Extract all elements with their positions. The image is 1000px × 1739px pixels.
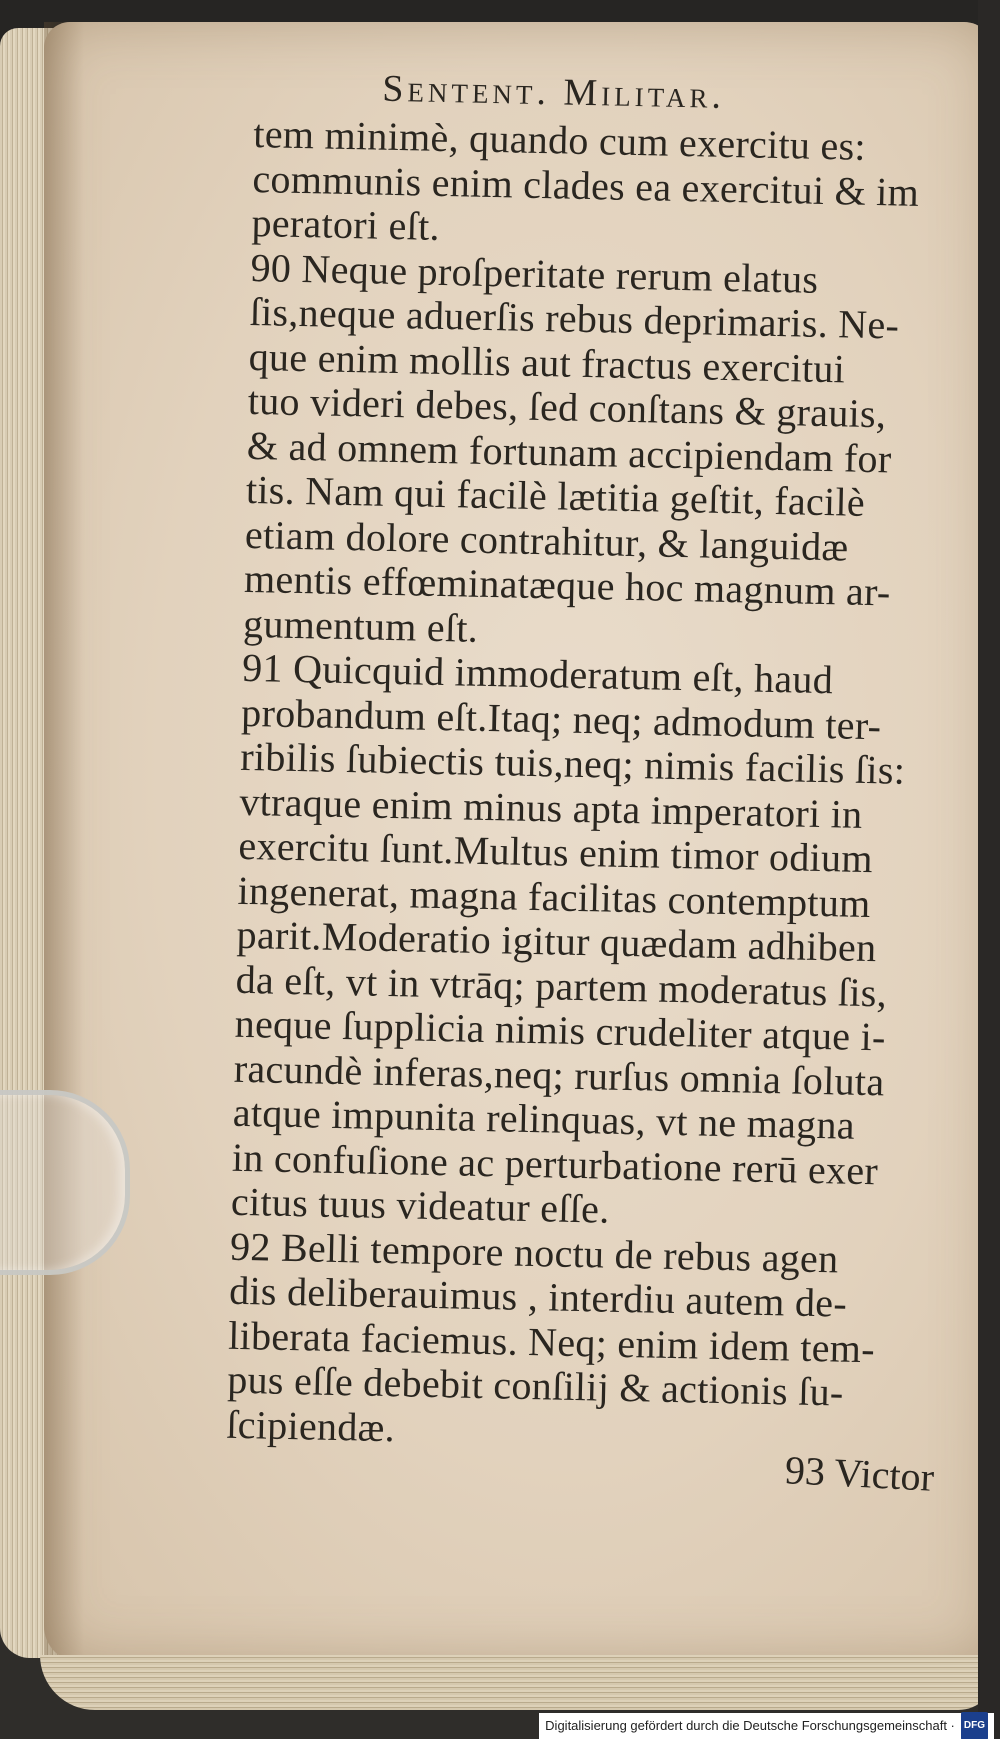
dfg-logo: DFG [961,1712,988,1739]
text-line: pus eſſe debebit conſilij & actionis ſu- [226,1356,845,1415]
text-line: exercitu ſunt.Multus enim timor odium [238,822,874,882]
digitization-credit [539,1713,994,1739]
text-line: tem minimè, quando cum exercitu es: [252,110,867,169]
text-line: atque impunita relinquas, vt ne magna [232,1089,856,1148]
text-line: ingenerat, magna facilitas contemptum [237,867,872,926]
text-line: dis deliberauimus , interdiu autem de- [228,1267,848,1326]
text-line: peratori eſt. [251,199,441,249]
text-line: vtraque enim minus apta imperatori in [239,778,863,837]
text-line: in confuſione ac perturbatione rerū exer [231,1134,879,1193]
running-head: Sentent. Militar. [381,67,726,117]
gutter-shadow [44,22,84,1662]
text-line: mentis effœminatæque hoc magnum ar- [243,555,892,615]
text-line: ribilis ſubiectis tuis,neq; nimis facilis ſis: [239,733,906,793]
text-line: da eſt, vt in vtrāq; partem moderatus ſis, [235,956,888,1015]
text-line: racundè inferas,neq; rurſus omnia ſoluta [233,1045,885,1104]
text-line: 91 Quicquid immoderatum eſt, haud [241,644,834,703]
text-line: citus tuus videatur eſſe. [230,1178,610,1232]
text-line: ſis,neque aduerſis rebus deprimaris. Ne- [249,288,900,348]
text-line: & ad omnem fortunam accipiendam for [246,422,892,481]
text-line: 92 Belli tempore noctu de rebus agen [229,1223,839,1281]
page-clip [0,1090,130,1275]
text-line: que enim mollis aut fractus exercitui [248,333,846,391]
text-line: tuo videri debes, ſed conſtans & grauis, [247,377,887,437]
credit-text: Digitalisierung gefördert durch die Deutsche Forschungsgemeinschaft · [545,1718,955,1733]
text-line: liberata faciemus. Neq; enim idem tem- [227,1312,876,1371]
text-line: ſcipiendæ. [225,1401,396,1450]
text-line: tis. Nam qui facilè lætitia geſtit, facilè [245,466,866,525]
text-line: etiam dolore contrahitur, & languidæ [244,511,849,570]
text-line: probandum eſt.Itaq; neq; admodum ter- [240,689,882,748]
text-line: communis enim clades ea exercitui & im [252,155,920,215]
page-text [226,60,975,1462]
catchword: 93 Victor [783,1447,936,1500]
scan-background-right [978,0,1000,1739]
page-bottom-edge [40,1655,995,1710]
text-line: 90 Neque proſperitate rerum elatus [250,244,819,302]
text-line: parit.Moderatio igitur quædam adhiben [236,911,877,971]
text-line: neque ſupplicia nimis crudeliter atque i- [234,1000,887,1060]
text-line: gumentum eſt. [242,600,479,651]
